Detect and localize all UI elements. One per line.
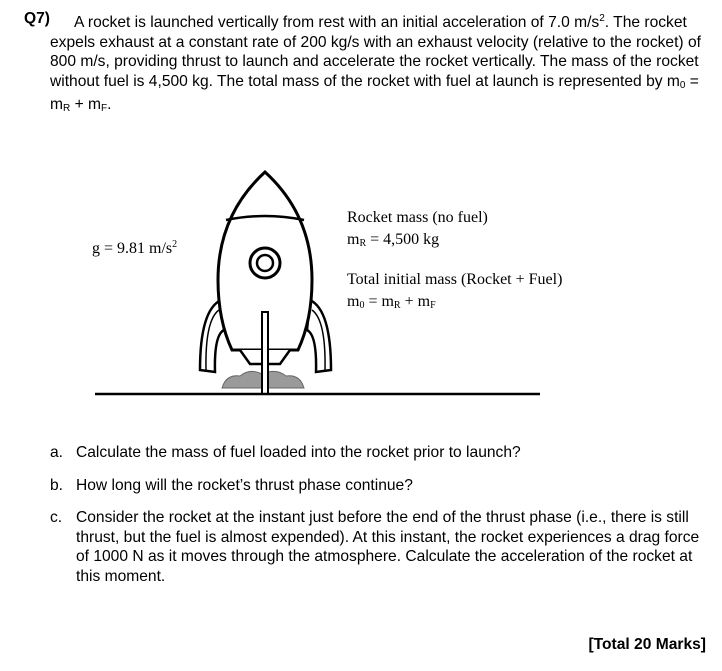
total-mass-label: Total initial mass (Rocket + Fuel): [347, 271, 563, 288]
question-number: Q7): [24, 10, 50, 27]
total-mass-equation: $m_0 = m_R + m_F$: [347, 293, 436, 311]
porthole-inner: [257, 255, 273, 271]
launch-rod: [262, 312, 268, 394]
rocket-mass-label: Rocket mass (no fuel): [347, 209, 488, 226]
question-parts: [50, 443, 710, 599]
part-b: b. How long will the rocket’s thrust phase continue?: [50, 476, 413, 494]
mass-annotations: [347, 207, 562, 317]
part-a: a. Calculate the mass of fuel loaded into the rocket prior to launch?: [50, 444, 521, 461]
gravity-label: g = 9.81 $m/s^2$: [92, 239, 178, 257]
question-stem: [24, 9, 714, 119]
total-marks: [Total 20 Marks]: [588, 636, 706, 653]
rocket-mass-value: $m_R = 4,500$ kg: [347, 231, 440, 249]
rocket-figure: [0, 160, 722, 410]
question-text: A rocket is launched vertically from rest with an initial acceleration of 7.0 $m/s^2$. The rocket expels exhaust at a constant rate of 200 kg/s with an exhaust velocity (relative to the rocket) of 800 m/s, providing thrust to launch and accelerate the rocket vertically. The mass of the rocket without fuel is 4,500 kg. The total mass of the rocket with fuel at launch is represented by $m_0 = m_R + m_F$.: [50, 13, 701, 114]
part-c: c. Consider the rocket at the instant just before the end of the thrust phase (i.e., there is still thrust, but the fuel is almost expended). At this instant, the rocket experiences a drag force of 1000 N as it moves through the atmosphere. Calculate the acceleration of the rocket at this moment.: [50, 509, 700, 585]
